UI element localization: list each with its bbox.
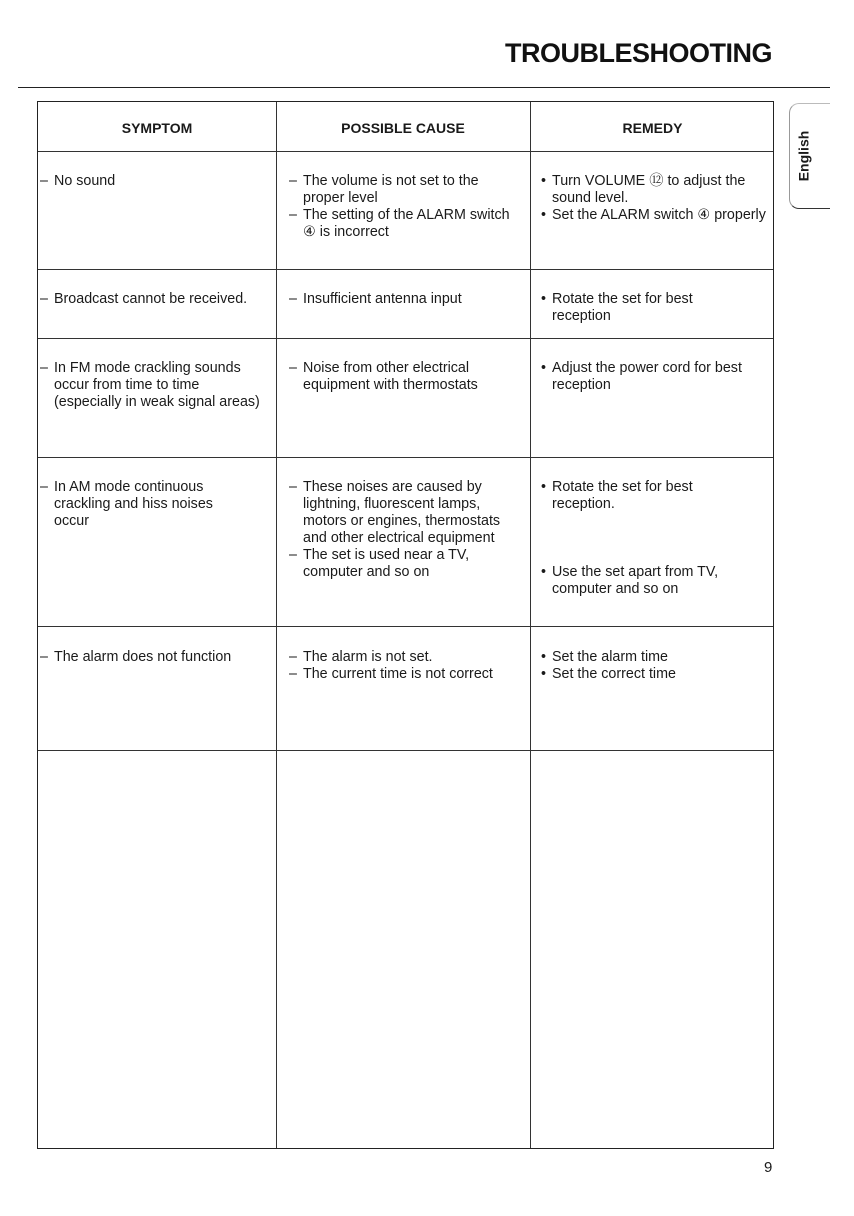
cause-item: – The current time is not correct	[289, 666, 493, 682]
remedy-cell	[541, 173, 769, 224]
row-divider	[38, 269, 773, 270]
remedy-cell	[541, 479, 751, 598]
page-title: TROUBLESHOOTING	[505, 38, 772, 68]
symptom-item: – The alarm does not function	[40, 649, 232, 665]
symptom-item: – In AM mode continuous crackling and hiss noises occur	[40, 479, 213, 529]
remedy-cell	[541, 360, 751, 394]
symptom-item: – In FM mode crackling sounds occur from time to time (especially in weak signal areas)	[40, 360, 260, 410]
symptom-cell	[40, 479, 240, 530]
symptom-item: – No sound	[40, 173, 116, 189]
column-divider	[530, 102, 531, 1148]
row-divider	[38, 750, 773, 751]
header-possible-cause: POSSIBLE CAUSE	[341, 120, 465, 136]
remedy-item: • Rotate the set for best reception	[541, 291, 693, 324]
remedy-item: • Set the correct time	[541, 666, 676, 682]
cause-cell	[289, 649, 529, 683]
symptom-cell	[40, 649, 274, 666]
troubleshooting-table	[37, 101, 774, 1149]
symptom-cell	[40, 291, 274, 308]
header-remedy: REMEDY	[622, 120, 683, 136]
cause-item: – These noises are caused by lightning, fluorescent lamps, motors or engines, thermostats and other electrical equipment	[289, 479, 501, 546]
header-symptom: SYMPTOM	[121, 120, 193, 136]
column-divider	[276, 102, 277, 1148]
cause-cell	[289, 173, 521, 241]
row-divider	[38, 338, 773, 339]
cause-item: – The set is used near a TV, computer and so on	[289, 547, 470, 580]
cause-item: – The alarm is not set.	[289, 649, 433, 665]
language-tab	[785, 103, 831, 209]
remedy-item: • Turn VOLUME ⑫ to adjust the sound level.	[541, 173, 746, 206]
symptom-cell	[40, 360, 268, 411]
cause-item: – Noise from other electrical equipment with thermostats	[289, 360, 478, 393]
remedy-item: • Adjust the power cord for best reception	[541, 360, 742, 393]
remedy-cell	[541, 291, 741, 325]
header-rule	[18, 87, 830, 88]
cause-cell	[289, 479, 521, 581]
cause-item: – The volume is not set to the proper level	[289, 173, 479, 206]
cause-cell	[289, 291, 521, 308]
remedy-item: • Rotate the set for best reception.	[541, 479, 693, 512]
page-number: 9	[764, 1159, 773, 1176]
symptom-cell	[40, 173, 268, 190]
cause-item: – Insufficient antenna input	[289, 291, 462, 307]
row-divider	[38, 626, 773, 627]
header-divider	[38, 151, 773, 152]
remedy-item: • Use the set apart from TV, computer and so on	[541, 564, 719, 597]
remedy-item: • Set the ALARM switch ④ properly	[541, 207, 766, 223]
remedy-cell	[541, 649, 769, 683]
cause-cell	[289, 360, 521, 394]
cause-item: – The setting of the ALARM switch ④ is incorrect	[289, 207, 510, 240]
language-tab-label: English	[795, 130, 811, 182]
remedy-item: • Set the alarm time	[541, 649, 669, 665]
symptom-item: – Broadcast cannot be received.	[40, 291, 248, 307]
row-divider	[38, 457, 773, 458]
